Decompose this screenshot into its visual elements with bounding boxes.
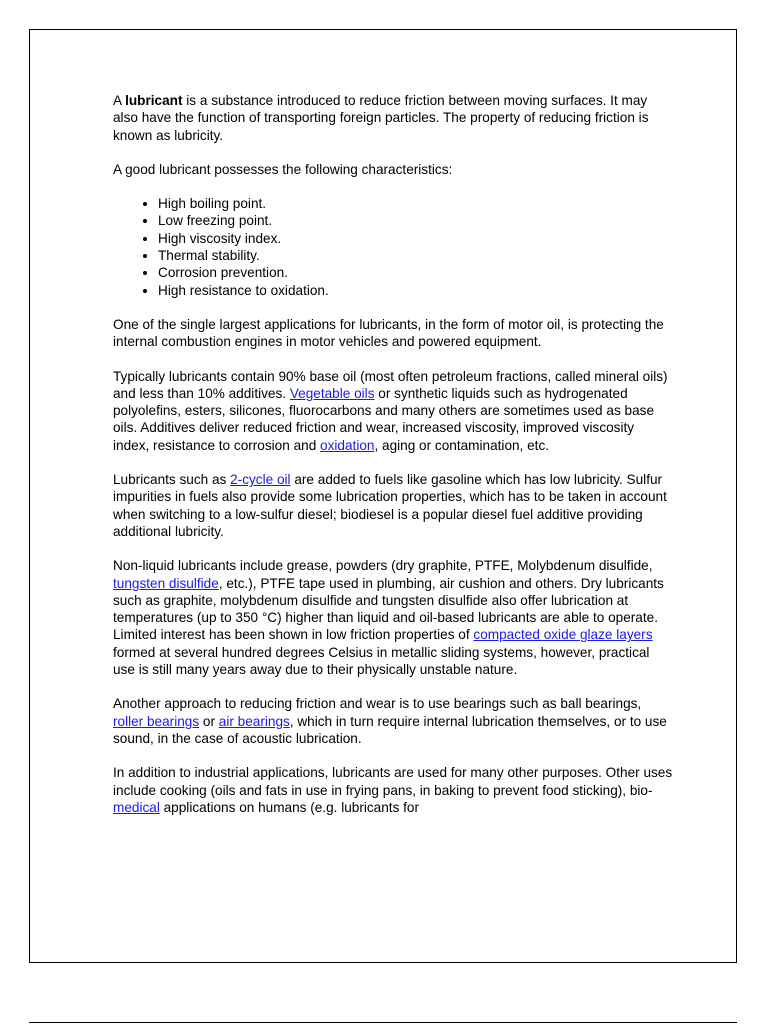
list-item: • High viscosity index. — [158, 230, 673, 247]
link-2-cycle-oil[interactable]: 2-cycle oil — [230, 472, 291, 488]
link-oxidation[interactable]: oxidation — [320, 437, 375, 453]
intro-article: A — [113, 93, 126, 108]
list-item: • Corrosion prevention. — [158, 264, 673, 281]
fuels-text-1: Lubricants such as — [113, 472, 231, 488]
link-air-bearings[interactable]: air bearings — [218, 713, 290, 729]
link-compacted-oxide-glaze-layers[interactable]: compacted oxide glaze layers — [473, 627, 653, 643]
bearings-text-2: or — [199, 713, 219, 729]
nonliquid-text-1: Non-liquid lubricants include grease, powders (dry graphite, PTFE, Molybdenum disulfide, — [113, 558, 653, 574]
fuels-text-2: are added to fuels like gasoline which has low lubricity. Sulfur impurities in fuels also provide some lubrication properties, which has to be taken in account when switching to a low-sulfur diesel; biodiesel is a popular diesel fuel additive providing additional lubricity. — [113, 472, 667, 539]
document-body — [113, 92, 673, 833]
other-uses-text-2: applications on humans (e.g. lubricants for — [159, 799, 420, 815]
document-page — [29, 29, 737, 963]
characteristics-intro: A good lubricant possesses the following characteristics: — [113, 161, 453, 177]
nonliquid-text-3: formed at several hundred degrees Celsius in metallic sliding systems, however, practical use is still many years away due to their physically unstable nature. — [113, 644, 650, 678]
list-item: • High boiling point. — [158, 195, 673, 212]
other-uses-paragraph — [113, 764, 673, 816]
composition-paragraph — [113, 368, 673, 454]
composition-text-2: or synthetic liquids such as hydrogenated polyolefins, esters, silicones, fluorocarbons and many others are sometimes used as base oils. Additives deliver reduced friction and wear, increased viscosity, improved viscosity index, resistance to corrosion and — [113, 385, 655, 453]
link-medical[interactable]: medical — [113, 799, 160, 815]
list-item: • Thermal stability. — [158, 247, 673, 264]
next-page-top-edge — [29, 1022, 737, 1023]
intro-text: is a substance introduced to reduce friction between moving surfaces. It may also have the function of transporting foreign particles. The property of reducing friction is known as lubricity. — [113, 93, 649, 143]
list-item: • High resistance to oxidation. — [158, 282, 673, 299]
characteristics-list — [113, 195, 673, 299]
fuels-paragraph — [113, 471, 673, 540]
nonliquid-text-2: , etc.), PTFE tape used in plumbing, air cushion and others. Dry lubricants such as graphite, molybdenum disulfide and tungsten disulfide also offer lubrication at temperatures (up to 350 °C) higher than liquid and oil-based lubricants are able to operate. Limited interest has been shown in low friction properties of — [113, 575, 664, 643]
intro-paragraph — [113, 92, 673, 144]
link-roller-bearings[interactable]: roller bearings — [113, 713, 200, 729]
link-vegetable-oils[interactable]: Vegetable oils — [289, 385, 375, 401]
other-uses-text-1: In addition to industrial applications, lubricants are used for many other purposes. Other uses include cooking (oils and fats in use in frying pans, in baking to prevent food sticking), bio- — [113, 765, 673, 798]
composition-text-1: Typically lubricants contain 90% base oil (most often petroleum fractions, called mineral oils) and less than 10% additives. — [113, 368, 668, 401]
composition-text-3: , aging or contamination, etc. — [374, 437, 550, 453]
applications-paragraph: One of the single largest applications for lubricants, in the form of motor oil, is protecting the internal combustion engines in motor vehicles and powered equipment. — [113, 316, 664, 350]
nonliquid-paragraph — [113, 557, 673, 678]
bearings-text-1: Another approach to reducing friction and wear is to use bearings such as ball bearings, — [113, 696, 642, 712]
bearings-text-3: , which in turn require internal lubrication themselves, or to use sound, in the case of acoustic lubrication. — [113, 713, 667, 746]
list-item: • Low freezing point. — [158, 212, 673, 229]
link-tungsten-disulfide[interactable]: tungsten disulfide — [113, 575, 219, 591]
bearings-paragraph — [113, 695, 673, 747]
lubricant-term: lubricant — [125, 93, 183, 108]
